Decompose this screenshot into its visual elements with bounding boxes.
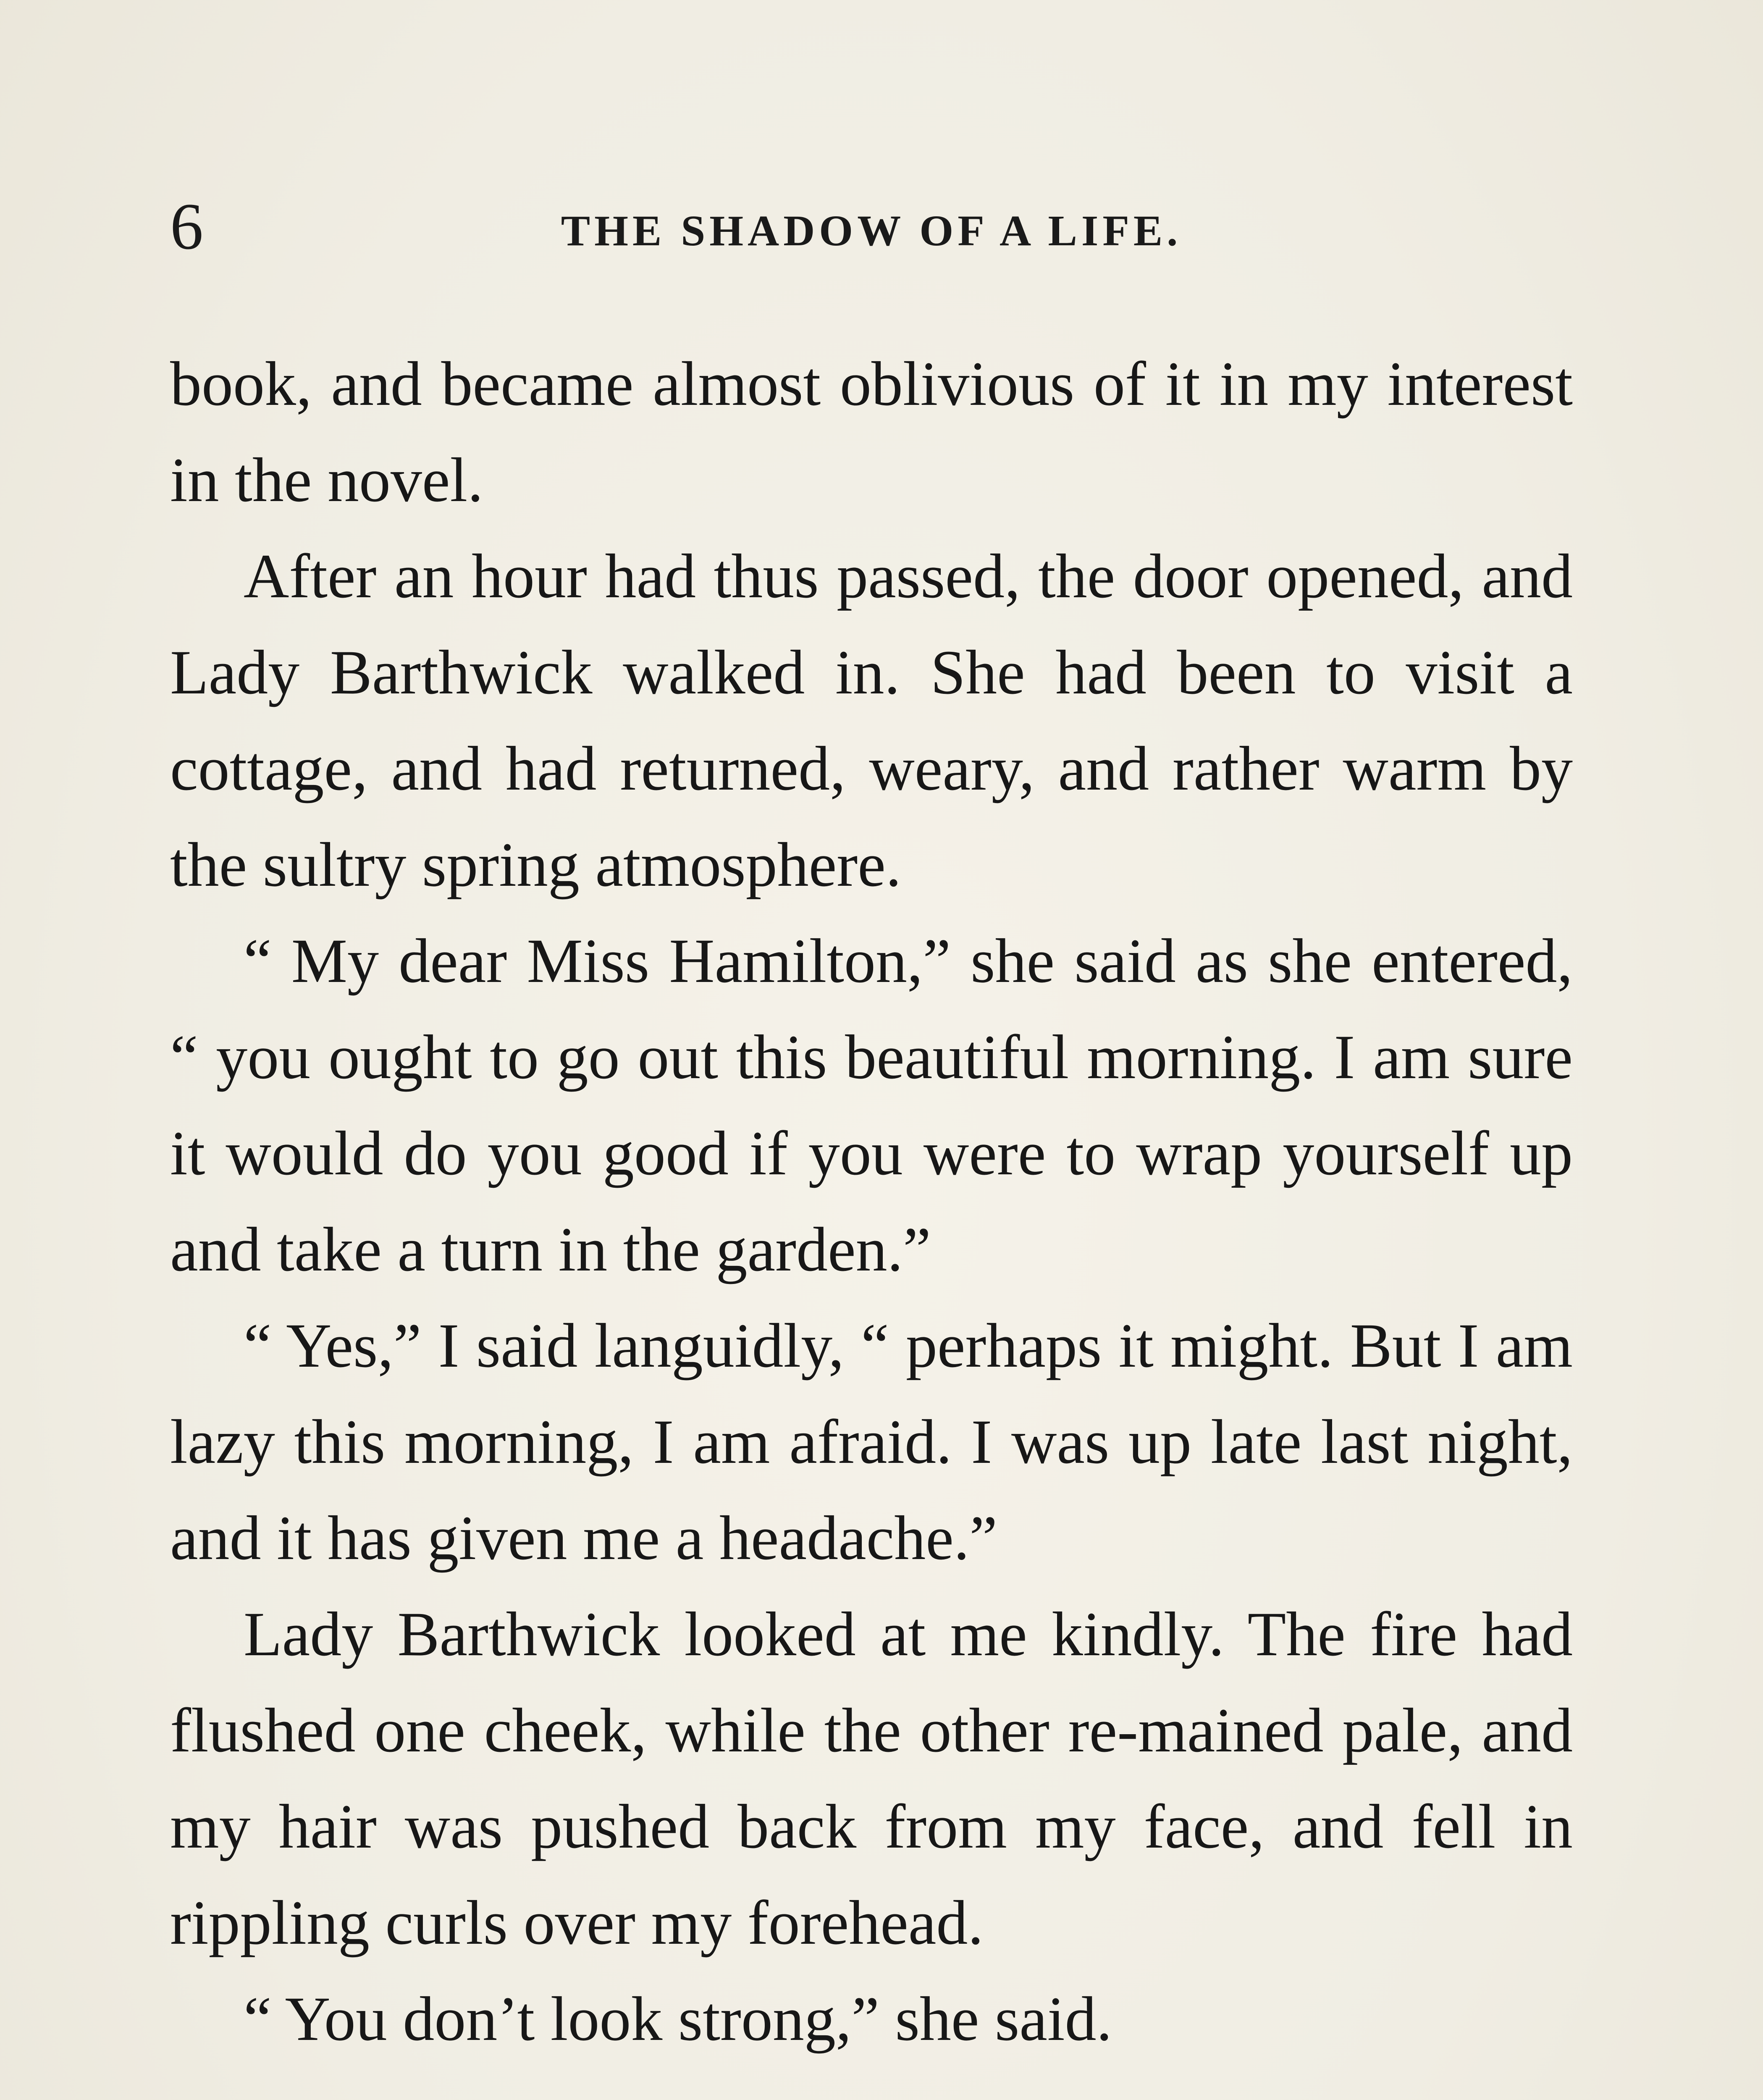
page-header [170, 185, 1573, 277]
body-text [170, 336, 1573, 2067]
paragraph: “ My dear Miss Hamilton,” she said as she entered, “ you ought to go out this beautiful morning. I am sure it would do you good if you were to wrap yourself up and take a turn in the garden.” [170, 926, 1573, 1284]
running-title: THE SHADOW OF A LIFE. [561, 207, 1182, 255]
paragraph: “ Yes,” I said languidly, “ perhaps it might. But I am lazy this morning, I am afraid. I was up late last night, and it has given me a headache.” [170, 1311, 1573, 1573]
paragraph: After an hour had thus passed, the door opened, and Lady Barthwick walked in. She had been to visit a cottage, and had returned, weary, and rather warm by the sultry spring atmosphere. [170, 541, 1573, 900]
page-number: 6 [170, 190, 203, 263]
paragraph: book, and became almost oblivious of it in my interest in the novel. [170, 349, 1573, 515]
paragraph: Lady Barthwick looked at me kindly. The fire had flushed one cheek, while the other re-mained pale, and my hair was pushed back from my face, and fell in rippling curls over my forehead. [170, 1599, 1573, 1958]
paragraph: “ You don’t look strong,” she said. [244, 1984, 1112, 2054]
